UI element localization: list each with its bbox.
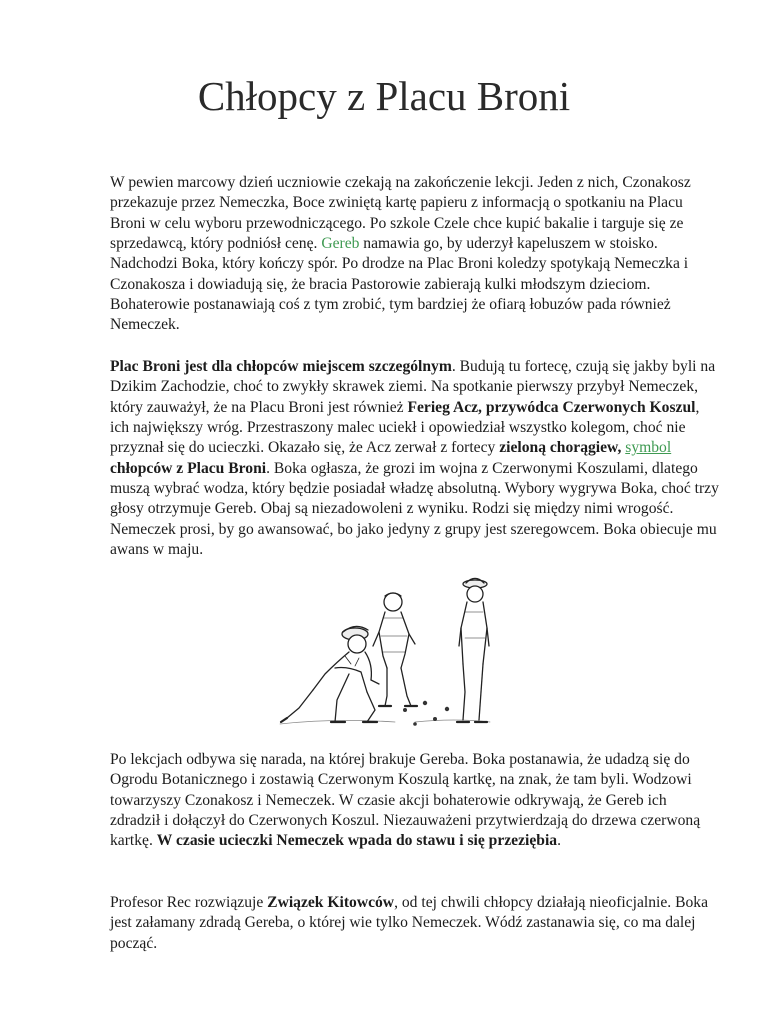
link-symbol[interactable]: symbol [625,439,672,457]
paragraph-text: namawia go, by uderzył kapeluszem w stoisko. Nadchodzi Boka, który kończy spór. Po drodze na Plac Broni koledzy spotykają Nemeczka i Czonakosza i dowiadują się, że bracia Pastorowie zabierają kulki młodszym dzieciom. Bohaterowie postanawiają coś z tym zrobić, tym bardziej że ofiarą łobuzów pada również Nemeczek. [110,235,689,334]
bold-phrase: zieloną chorągiew, [499,439,622,457]
link-gereb[interactable]: Gereb [321,235,360,253]
paragraph-text: . [557,832,561,850]
page-title: Chłopcy z Placu Broni [197,73,571,119]
bold-phrase: Związek Kitowców [267,894,395,911]
bold-phrase: W czasie ucieczki Nemeczek wpada do stawu i się przeziębia [156,832,558,850]
paragraph-text: . Budują tu fortecę, czują się jakby byli na Dzikim Zachodzie, choć to zwykły skrawek ziemi. Na spotkanie pierwszy przybył Nemeczek, który zauważył, że na Placu Broni jest również [110,358,716,416]
paragraph-3 [110,750,720,852]
paragraph-text: , od tej chwili chłopcy działają nieoficjalnie. Boka jest załamany zdradą Gereba, o której wie tylko Nemeczek. Wódź zastanawia się, co ma dalej począć. [110,894,709,952]
bold-phrase: Ferieg Acz, przywódca Czerwonych Koszul [407,398,696,416]
illustration-sketch [275,572,500,732]
paragraph-text: W pewien marcowy dzień uczniowie czekają na zakończenie lekcji. Jeden z nich, Czonakosz przekazuje przez Nemeczka, Boce zwiniętą kartę papieru z informacją o spotkaniu na Placu Broni w celu wyboru przewodniczącego. Po szkole Czele chce kupić bakalie i targuje się ze sprzedawcą, który podniósł cenę. [110,174,691,253]
paragraph-text: , ich największy wróg. Przestraszony malec uciekł i opowiedział wszystko kolegom, choć nie przyznał się do ucieczki. Okazało się, że Acz zerwał z fortecy [110,398,700,457]
paragraph-1 [110,173,720,336]
bold-phrase: chłopców z Placu Broni [110,459,267,477]
paragraph-2 [110,357,720,560]
paragraph-text: . Boka ogłasza, że grozi im wojna z Czerwonymi Koszulami, dlatego muszą wybrać wodza, który będzie posiadał władzę absolutną. Wybory wygrywa Boka, choć trzy głosy otrzymuje Gereb. Obaj są niezadowoleni z wyniku. Rodzi się między nimi wrogość. Nemeczek prosi, by go awansować, bo jako jedyny z grupy jest szeregowcem. Boka obiecuje mu awans w maju. [110,459,719,559]
boys-playing-marbles-illustration [275,572,500,732]
paragraph-4 [110,893,720,954]
bold-phrase: Plac Broni jest dla chłopców miejscem szczególnym [110,358,452,375]
paragraph-text: Po lekcjach odbywa się narada, na której brakuje Gereba. Boka postanawia, że udadzą się do Ogrodu Botanicznego i zostawią Czerwonym Koszulą kartkę, na znak, że tam byli. Wodzowi towarzyszy Czonakosz i Nemeczek. W czasie akcji bohaterowie odkrywają, że Gereb ich zdradził i dołączył do Czerwonych Koszul. Niezauważeni przytwierdzają do drzewa czerwoną kartkę. [110,751,701,850]
paragraph-text: Profesor Rec rozwiązuje [110,894,268,911]
